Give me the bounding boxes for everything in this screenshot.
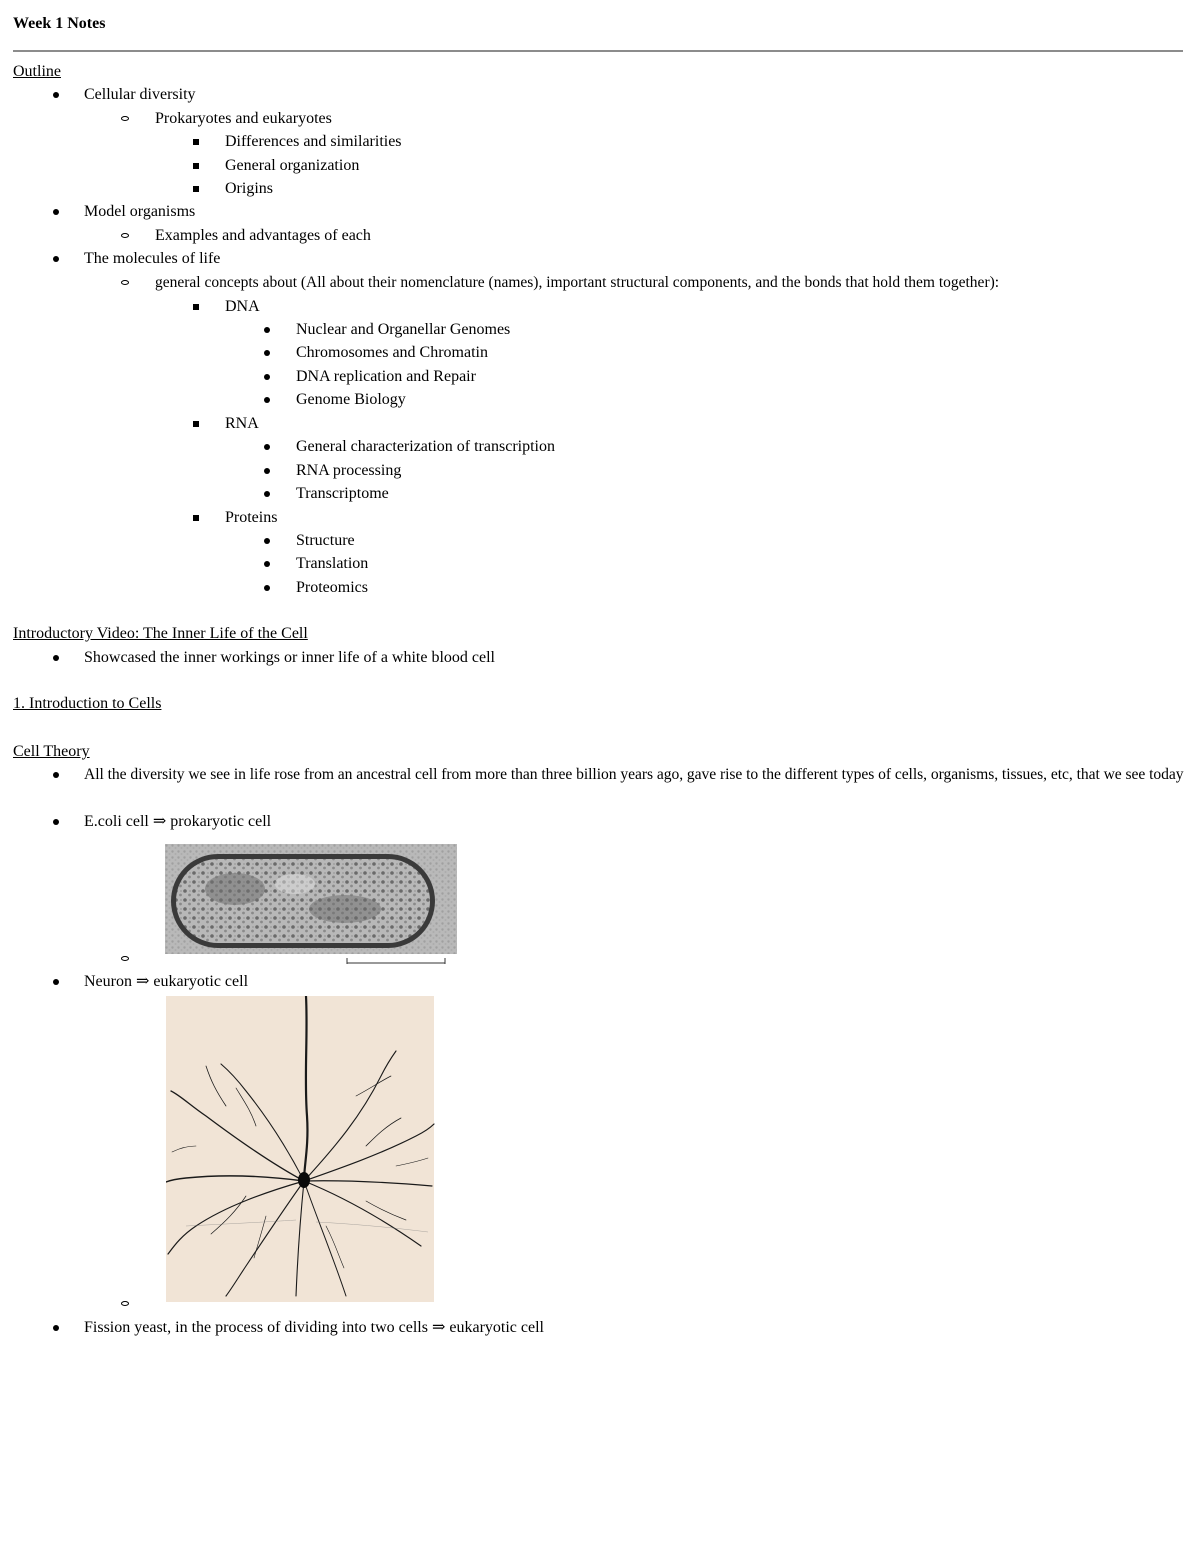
bullet-disc — [257, 482, 277, 497]
bullet-disc — [257, 529, 277, 544]
list-item: The molecules of life — [84, 250, 221, 267]
bullet-disc — [257, 388, 277, 403]
bullet-circle — [115, 107, 135, 121]
bullet-square — [186, 506, 206, 521]
list-item: Fission yeast, in the process of dividing into two cells ⇒ eukaryotic cell — [84, 1319, 544, 1336]
list-item: General characterization of transcription — [296, 438, 555, 455]
bullet-disc — [46, 810, 66, 825]
list-item: Showcased the inner workings or inner life of a white blood cell — [84, 649, 495, 666]
list-item: All the diversity we see in life rose from an ancestral cell from more than three billion years ago, gave rise to the different types of cells, organisms, tissues, etc, that we see today — [84, 766, 1184, 783]
bullet-disc — [257, 435, 277, 450]
bullet-disc — [257, 318, 277, 333]
bullet-circle — [115, 271, 135, 285]
bullet-square — [186, 295, 206, 310]
list-item: Genome Biology — [296, 391, 406, 408]
bullet-disc — [46, 1316, 66, 1331]
title-divider — [13, 50, 1183, 52]
list-item: Prokaryotes and eukaryotes — [155, 110, 332, 127]
bullet-circle — [115, 224, 135, 238]
list-item: Translation — [296, 555, 369, 572]
list-item: Structure — [296, 532, 355, 549]
list-item: RNA processing — [296, 462, 402, 479]
bullet-disc — [46, 83, 66, 98]
list-item: Proteins — [225, 509, 278, 526]
page-title: Week 1 Notes — [13, 15, 106, 32]
bullet-disc — [46, 247, 66, 262]
bullet-disc — [257, 576, 277, 591]
bullet-circle — [115, 947, 135, 961]
bullet-square — [186, 412, 206, 427]
list-item: DNA — [225, 298, 260, 315]
neuron-drawing — [166, 996, 442, 1302]
video-heading: Introductory Video: The Inner Life of the Cell — [13, 625, 308, 642]
list-item: Cellular diversity — [84, 86, 196, 103]
list-item: RNA — [225, 415, 259, 432]
bullet-square — [186, 154, 206, 169]
list-item: Differences and similarities — [225, 133, 402, 150]
list-item: E.coli cell ⇒ prokaryotic cell — [84, 813, 272, 830]
list-item: Model organisms — [84, 203, 196, 220]
list-item: DNA replication and Repair — [296, 368, 476, 385]
bullet-disc — [257, 459, 277, 474]
list-item: Nuclear and Organellar Genomes — [296, 321, 511, 338]
list-item: general concepts about (All about their nomenclature (names), important structural components, and the bonds that hold them together): — [155, 274, 1000, 291]
section-heading: 1. Introduction to Cells — [13, 695, 162, 712]
list-item: Transcriptome — [296, 485, 389, 502]
bullet-circle — [115, 1292, 135, 1306]
list-item: Neuron ⇒ eukaryotic cell — [84, 973, 249, 990]
list-item: Chromosomes and Chromatin — [296, 344, 488, 361]
bullet-square — [186, 130, 206, 145]
list-item: Origins — [225, 180, 273, 197]
bullet-disc — [257, 341, 277, 356]
bullet-disc — [46, 763, 66, 778]
list-item: Proteomics — [296, 579, 368, 596]
bullet-disc — [46, 200, 66, 215]
cell-theory-heading: Cell Theory — [13, 743, 90, 760]
bullet-square — [186, 177, 206, 192]
bullet-disc — [46, 646, 66, 661]
outline-heading: Outline — [13, 63, 61, 80]
list-item: General organization — [225, 157, 360, 174]
bullet-disc — [46, 970, 66, 985]
bullet-disc — [257, 365, 277, 380]
bullet-disc — [257, 552, 277, 567]
ecoli-micrograph — [165, 844, 457, 968]
list-item: Examples and advantages of each — [155, 227, 371, 244]
